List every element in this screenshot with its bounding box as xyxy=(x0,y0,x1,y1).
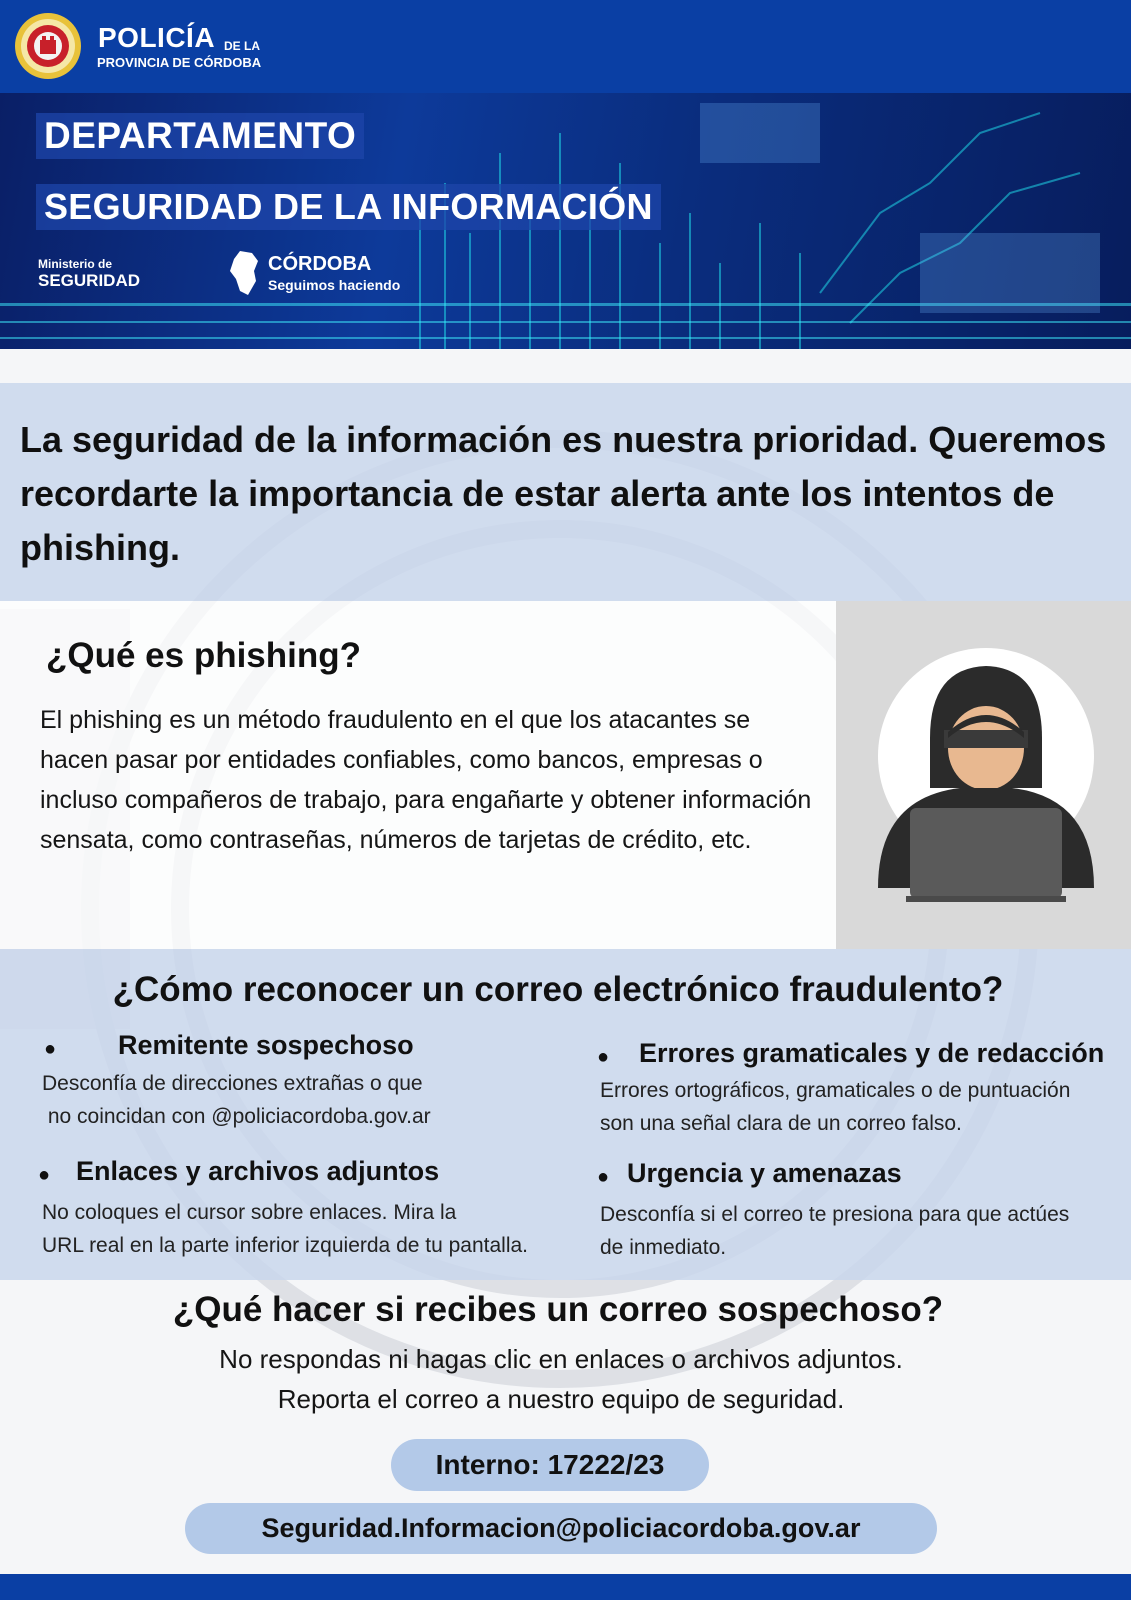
item-body-links-line1: No coloques el cursor sobre enlaces. Mira la xyxy=(42,1201,457,1224)
ministry-label-small: Ministerio de xyxy=(38,257,113,271)
header-bar xyxy=(0,0,1131,93)
security-email-pill[interactable]: Seguridad.Informacion@policiacordoba.gov.ar xyxy=(185,1503,937,1554)
police-title-suffix: DE LA xyxy=(224,39,260,53)
item-head-grammar: Errores gramaticales y de redacción xyxy=(639,1038,1105,1068)
item-body-urgency-line1: Desconfía si el correo te presiona para que actúes xyxy=(600,1203,1070,1226)
intro-text: La seguridad de la información es nuestra prioridad. Queremos recordarte la importancia de estar alerta ante los intentos de phishing. xyxy=(20,419,1107,568)
footer-bar xyxy=(0,1574,1131,1600)
banner-line-1: DEPARTAMENTO xyxy=(36,113,364,159)
department-banner xyxy=(0,93,1131,349)
police-title: POLICÍA xyxy=(98,22,216,53)
province-slogan: Seguimos haciendo xyxy=(268,277,401,293)
ministry-label: SEGURIDAD xyxy=(38,271,141,290)
bullet-dot: ● xyxy=(38,1164,51,1186)
bullet-dot: ● xyxy=(597,1046,610,1068)
hacker-illustration xyxy=(870,648,1102,912)
recognize-title: ¿Cómo reconocer un correo electrónico fraudulento? xyxy=(112,970,1004,1009)
police-subtitle: PROVINCIA DE CÓRDOBA xyxy=(97,55,262,70)
item-body-sender-line2: no coincidan con @policiacordoba.gov.ar xyxy=(42,1105,431,1128)
todo-line-1: No respondas ni hagas clic en enlaces o archivos adjuntos. xyxy=(219,1344,903,1374)
todo-line-2: Reporta el correo a nuestro equipo de seguridad. xyxy=(277,1384,845,1414)
item-body-urgency-line2: de inmediato. xyxy=(600,1236,727,1259)
item-head-sender: Remitente sospechoso xyxy=(118,1030,414,1060)
item-body-sender-line1: Desconfía de direcciones extrañas o que xyxy=(42,1072,423,1095)
province-name: CÓRDOBA xyxy=(268,253,372,275)
item-head-urgency: Urgencia y amenazas xyxy=(627,1158,902,1188)
phishing-body: El phishing es un método fraudulento en el que los atacantes se hacen pasar por entidades confiables, como bancos, empresas o incluso compañeros de trabajo, para engañarte y obtener información sensata, como contraseñas, números de tarjetas de crédito, etc. xyxy=(40,706,812,854)
phishing-title: ¿Qué es phishing? xyxy=(46,636,362,675)
police-seal-logo xyxy=(14,12,82,80)
item-body-grammar-line2: son una señal clara de un correo falso. xyxy=(600,1112,962,1135)
internal-phone-pill: Interno: 17222/23 xyxy=(391,1439,709,1491)
bullet-dot: ● xyxy=(597,1166,610,1188)
item-body-links-line2: URL real en la parte inferior izquierda de tu pantalla. xyxy=(42,1234,529,1257)
item-body-grammar-line1: Errores ortográficos, gramaticales o de puntuación xyxy=(600,1079,1071,1102)
item-head-links: Enlaces y archivos adjuntos xyxy=(76,1156,440,1186)
todo-title: ¿Qué hacer si recibes un correo sospechoso? xyxy=(172,1290,944,1329)
cordoba-map-icon xyxy=(230,251,260,295)
bullet-dot: ● xyxy=(44,1038,57,1060)
banner-line-2: SEGURIDAD DE LA INFORMACIÓN xyxy=(36,184,661,230)
